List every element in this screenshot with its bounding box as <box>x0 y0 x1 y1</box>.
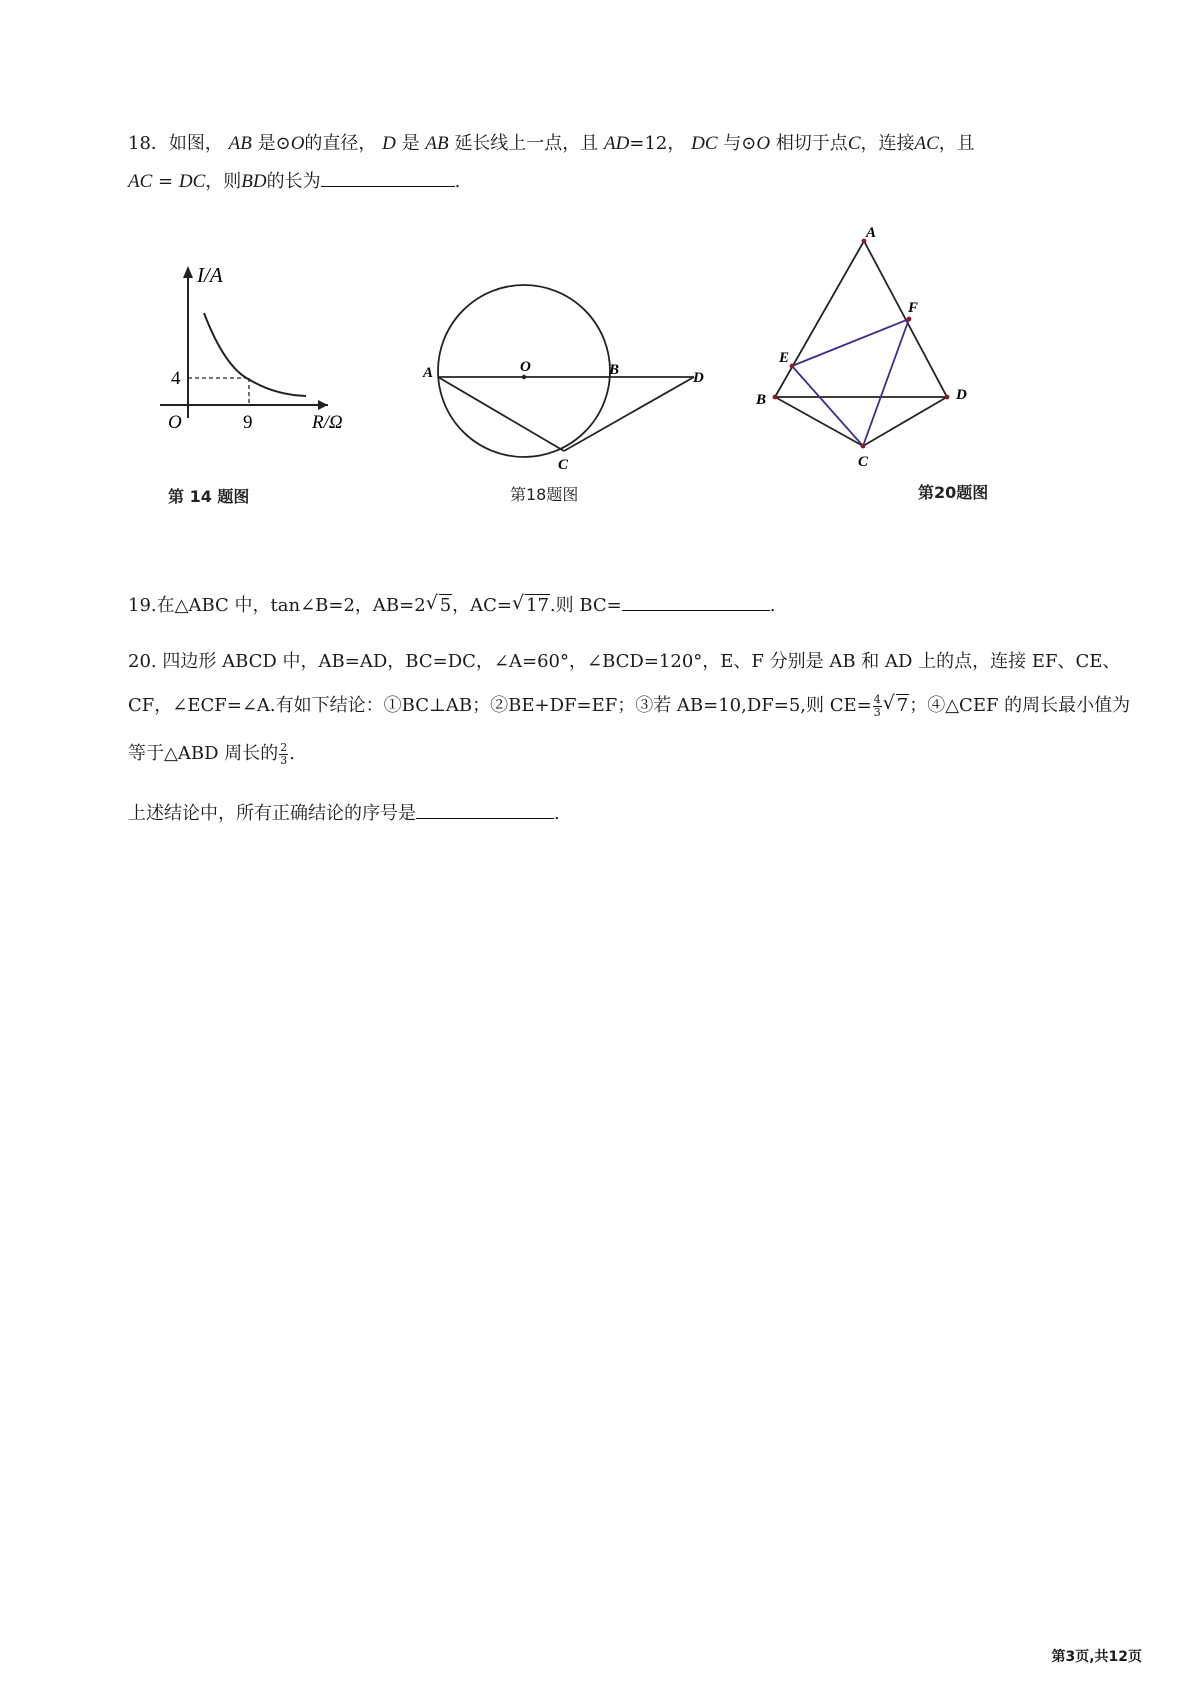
radical-sign: √ <box>425 592 438 614</box>
q18-text: ，则 <box>205 171 242 192</box>
q20-line3 <box>128 740 295 768</box>
figure-18-caption: 第18题图 <box>510 485 579 504</box>
sqrt-17 <box>512 592 550 620</box>
line-fc <box>863 319 909 446</box>
label-o: O <box>520 359 531 375</box>
q20-text: ；④△CEF 的周长最小值为 <box>909 695 1131 716</box>
radicand: 7 <box>896 695 909 716</box>
fraction-2-3 <box>279 742 288 767</box>
figure-20 <box>752 222 982 472</box>
q18-text: =12， <box>629 133 686 154</box>
radical-sign: √ <box>512 592 525 614</box>
math-ac: AC <box>914 133 939 154</box>
q20-text: 上述结论中，所有正确结论的序号是 <box>128 803 416 824</box>
q20-line4 <box>128 800 560 828</box>
point-b <box>773 395 778 400</box>
label-c: C <box>558 457 569 473</box>
answer-blank-19[interactable] <box>622 592 770 611</box>
q20-text: . <box>289 743 295 764</box>
answer-blank-18[interactable] <box>321 168 455 187</box>
page-number: 第3页,共12页 <box>1051 1649 1142 1665</box>
line-dc <box>863 397 947 446</box>
line-bc <box>775 397 863 446</box>
math-o: O <box>756 133 771 154</box>
q20-text: 等于△ABD 周长的 <box>128 743 279 764</box>
math-d: D <box>382 133 396 154</box>
q20-text: CF，∠ECF=∠A.有如下结论：①BC⊥AB；②BE+DF=EF；③若 AB=10,DF=5,则 CE= <box>128 695 872 716</box>
q19-text: . <box>769 595 776 616</box>
q18-text: 是⊙ <box>257 133 291 154</box>
math-ab: AB <box>228 133 252 154</box>
figure-14-caption: 第 14 题图 <box>168 487 250 506</box>
numerator: 4 <box>873 692 881 706</box>
q18-text: 是 <box>401 133 420 154</box>
line-ec <box>792 366 863 446</box>
point-c <box>861 444 866 449</box>
math-ad: AD <box>604 133 630 154</box>
q18-line1 <box>128 130 975 158</box>
q20-line2 <box>128 692 1130 720</box>
q19-text: 19.在△ABC 中，tan∠B=2，AB=2 <box>128 595 426 616</box>
x-axis-label: R/Ω <box>312 412 343 433</box>
label-a: A <box>866 225 877 241</box>
sqrt-7 <box>883 692 909 720</box>
label-a: A <box>423 365 434 381</box>
label-f: F <box>908 300 919 316</box>
radicand: 5 <box>439 595 452 616</box>
sqrt-5 <box>426 592 452 620</box>
q18-text: 的长为 <box>266 171 321 192</box>
q18-text: 与⊙ <box>723 133 757 154</box>
label-d: D <box>693 370 704 386</box>
label-b: B <box>756 392 767 408</box>
math-bd: BD <box>241 171 267 192</box>
x-axis-arrow <box>318 400 328 410</box>
point-o <box>522 375 526 379</box>
point-d <box>945 395 950 400</box>
q18-text: ，且 <box>938 133 975 154</box>
q18-text: 18．如图， <box>128 133 223 154</box>
numerator: 2 <box>280 740 288 754</box>
math-o: O <box>290 133 305 154</box>
label-d: D <box>956 387 967 403</box>
q18-line2 <box>128 168 460 196</box>
figure-18 <box>410 280 740 480</box>
q19-text: ，AC= <box>452 595 512 616</box>
point-e <box>790 364 795 369</box>
q18-text: 延长线上一点，且 <box>454 133 599 154</box>
radicand: 17 <box>526 595 549 616</box>
curve <box>204 313 306 396</box>
radical-sign: √ <box>882 692 895 714</box>
q19-text: .则 BC= <box>549 595 622 616</box>
point-f <box>907 317 912 322</box>
q19-line <box>128 592 776 620</box>
fraction-4-3 <box>873 694 882 719</box>
q18-text: . <box>454 171 461 192</box>
line-ab <box>775 241 864 397</box>
q18-text: ，连接 <box>860 133 915 154</box>
math-ac: AC <box>128 171 153 192</box>
q18-text: 的直径， <box>304 133 377 154</box>
denominator: 3 <box>873 705 881 719</box>
label-e: E <box>779 350 790 366</box>
math-dc: DC <box>178 171 206 192</box>
line-ad <box>864 241 947 397</box>
label-c: C <box>858 454 869 470</box>
y-tick-label: 4 <box>171 368 181 389</box>
math-c: C <box>847 133 861 154</box>
line-ac <box>438 377 564 451</box>
figure-14 <box>150 258 370 438</box>
denominator: 3 <box>280 753 288 767</box>
label-b: B <box>609 362 620 378</box>
math-eq: = <box>158 171 174 192</box>
q18-text: 相切于点 <box>775 133 848 154</box>
answer-blank-20[interactable] <box>416 800 554 819</box>
math-dc: DC <box>691 133 718 154</box>
line-ef <box>792 319 909 366</box>
origin-label: O <box>168 412 182 433</box>
y-axis-arrow <box>183 266 193 278</box>
y-axis-label: I/A <box>197 263 223 287</box>
q20-text: . <box>554 803 560 824</box>
q20-line1: 20. 四边形 ABCD 中，AB=AD，BC=DC，∠A=60°，∠BCD=120°，E、F 分别是 AB 和 AD 上的点，连接 EF、CE、 <box>128 651 1121 672</box>
x-tick-label: 9 <box>243 412 253 433</box>
line-dc <box>564 377 694 451</box>
figure-20-caption: 第20题图 <box>918 483 989 502</box>
math-ab: AB <box>425 133 449 154</box>
